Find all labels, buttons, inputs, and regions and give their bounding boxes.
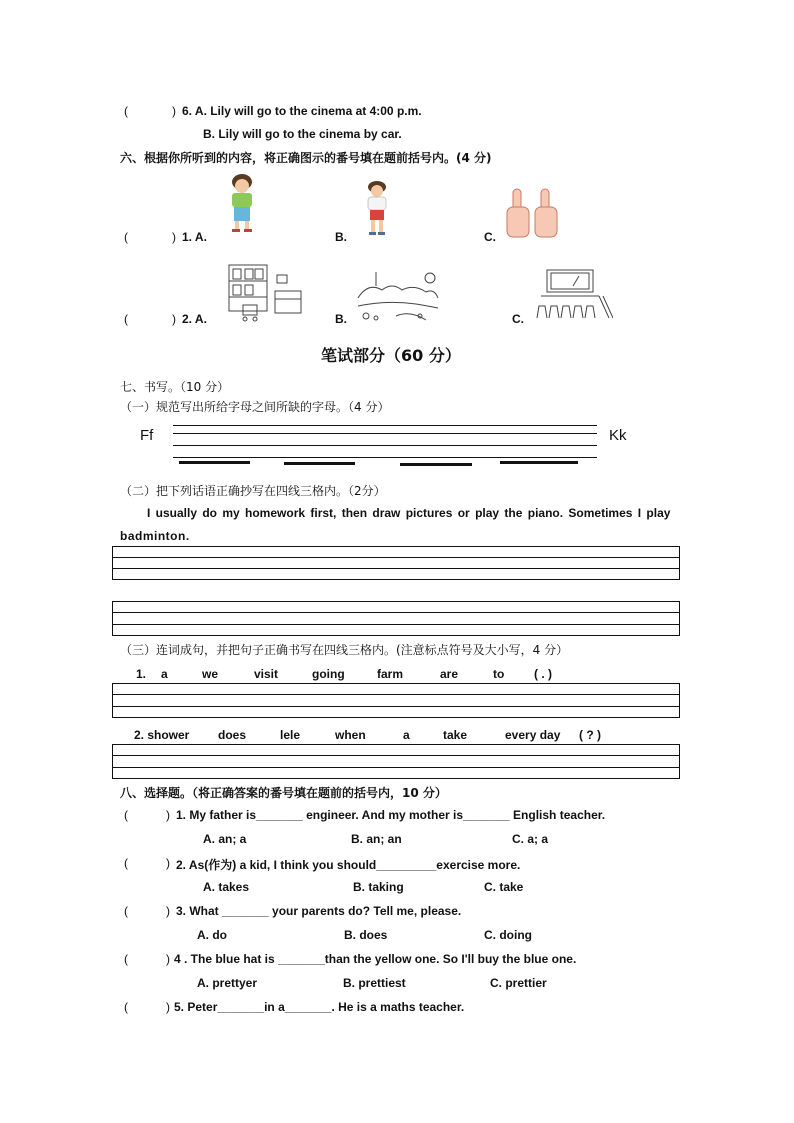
thumbs-up-image bbox=[505, 185, 561, 241]
answer-blank[interactable] bbox=[284, 462, 355, 465]
section7-sub3-title: （三）连词成句，并把句子正确书写在四线三格内。(注意标点符号及大小写，4 分） bbox=[120, 643, 569, 657]
option-c: C. a; a bbox=[512, 832, 549, 846]
question-text: 4 . The blue hat is _______than the yellow one. So I'll buy the blue one. bbox=[174, 952, 577, 966]
section7-sub2-title: （二）把下列话语正确抄写在四线三格内。（2分） bbox=[120, 484, 386, 498]
answer-paren[interactable]: ( bbox=[124, 312, 128, 326]
option-a: A. prettyer bbox=[197, 976, 258, 990]
word: are bbox=[440, 667, 459, 681]
answer-paren[interactable]: ( bbox=[124, 904, 128, 918]
q1-option-c-label: C. bbox=[484, 230, 496, 244]
word: a bbox=[161, 667, 168, 681]
option-a: A. do bbox=[197, 928, 227, 942]
word: every day bbox=[505, 728, 561, 742]
word: going bbox=[312, 667, 345, 681]
guide-line bbox=[173, 433, 597, 434]
answer-blank[interactable] bbox=[400, 463, 472, 466]
question-text: 2. As(作为) a kid, I think you should_________exercise more. bbox=[176, 858, 521, 872]
answer-paren-close: ) bbox=[166, 856, 170, 870]
option-c: C. prettier bbox=[490, 976, 547, 990]
q2-option-c-label: C. bbox=[512, 312, 524, 326]
guide-line bbox=[173, 457, 597, 458]
punctuation-hint: ( . ) bbox=[534, 667, 552, 681]
word: a bbox=[403, 728, 410, 742]
guide-line bbox=[173, 425, 597, 426]
section6-title: 六、根据你所听到的内容，将正确图示的番号填在题前括号内。(4 分) bbox=[120, 151, 492, 165]
answer-paren-close: ) bbox=[172, 104, 176, 118]
q1-option-a-label: 1. A. bbox=[182, 230, 207, 244]
cinema-image bbox=[533, 268, 613, 322]
answer-paren[interactable]: ( bbox=[124, 952, 128, 966]
writing-grid[interactable] bbox=[112, 601, 680, 636]
written-part-title: 笔试部分（60 分） bbox=[321, 346, 461, 365]
word: 1. bbox=[136, 667, 147, 681]
guide-line bbox=[173, 445, 597, 446]
word: farm bbox=[377, 667, 404, 681]
q1-option-b-label: B. bbox=[335, 230, 347, 244]
answer-paren-close: ) bbox=[172, 312, 176, 326]
answer-paren[interactable]: ( bbox=[124, 104, 128, 118]
answer-paren[interactable]: ( bbox=[124, 856, 128, 870]
question-text: 5. Peter_______in a_______. He is a maths teacher. bbox=[174, 1000, 465, 1014]
left-letter: Ff bbox=[140, 427, 154, 444]
boy-green-shirt-image bbox=[222, 172, 262, 234]
answer-paren-close: ) bbox=[172, 230, 176, 244]
question-text: 1. My father is_______ engineer. And my mother is_______ English teacher. bbox=[176, 808, 606, 822]
question-text: 3. What _______ your parents do? Tell me, please. bbox=[176, 904, 462, 918]
section8-title: 八、选择题。（将正确答案的番号填在题前的括号内，10 分） bbox=[120, 786, 447, 800]
section7-sub1-title: （一）规范写出所给字母之间所缺的字母。（4 分） bbox=[120, 400, 390, 414]
writing-grid[interactable] bbox=[112, 546, 680, 580]
copy-text-line1: I usually do my homework first, then draw pictures or play the piano. Sometimes I play bbox=[147, 506, 671, 520]
q2-option-b-label: B. bbox=[335, 312, 347, 326]
section7-title: 七、书写。（10 分） bbox=[120, 380, 230, 394]
word: when bbox=[335, 728, 366, 742]
answer-blank[interactable] bbox=[179, 461, 250, 464]
word: lele bbox=[280, 728, 301, 742]
boy-white-shirt-image bbox=[357, 178, 397, 238]
park-scene-image bbox=[356, 268, 440, 324]
option-b: B. an; an bbox=[351, 832, 402, 846]
word: to bbox=[493, 667, 505, 681]
option-a: A. an; a bbox=[203, 832, 247, 846]
writing-grid[interactable] bbox=[112, 744, 680, 779]
answer-blank[interactable] bbox=[500, 461, 578, 464]
word: take bbox=[443, 728, 468, 742]
word: we bbox=[202, 667, 219, 681]
supermarket-image bbox=[227, 263, 305, 323]
option-a: A. takes bbox=[203, 880, 250, 894]
punctuation-hint: ( ? ) bbox=[579, 728, 601, 742]
q6-option-a: 6. A. Lily will go to the cinema at 4:00 p.m. bbox=[182, 104, 422, 118]
q6-option-b: B. Lily will go to the cinema by car. bbox=[203, 127, 402, 141]
answer-paren-close: ) bbox=[166, 1000, 170, 1014]
option-b: B. prettiest bbox=[343, 976, 406, 990]
option-c: C. doing bbox=[484, 928, 532, 942]
writing-grid[interactable] bbox=[112, 683, 680, 718]
option-c: C. take bbox=[484, 880, 524, 894]
answer-paren[interactable]: ( bbox=[124, 808, 128, 822]
answer-paren[interactable]: ( bbox=[124, 1000, 128, 1014]
word: 2. shower bbox=[134, 728, 190, 742]
word: visit bbox=[254, 667, 279, 681]
answer-paren[interactable]: ( bbox=[124, 230, 128, 244]
copy-text-line2: badminton. bbox=[120, 529, 190, 543]
right-letter: Kk bbox=[609, 427, 627, 444]
word: does bbox=[218, 728, 247, 742]
q2-option-a-label: 2. A. bbox=[182, 312, 207, 326]
answer-paren-close: ) bbox=[166, 952, 170, 966]
option-b: B. taking bbox=[353, 880, 404, 894]
answer-paren-close: ) bbox=[166, 808, 170, 822]
answer-paren-close: ) bbox=[166, 904, 170, 918]
option-b: B. does bbox=[344, 928, 388, 942]
